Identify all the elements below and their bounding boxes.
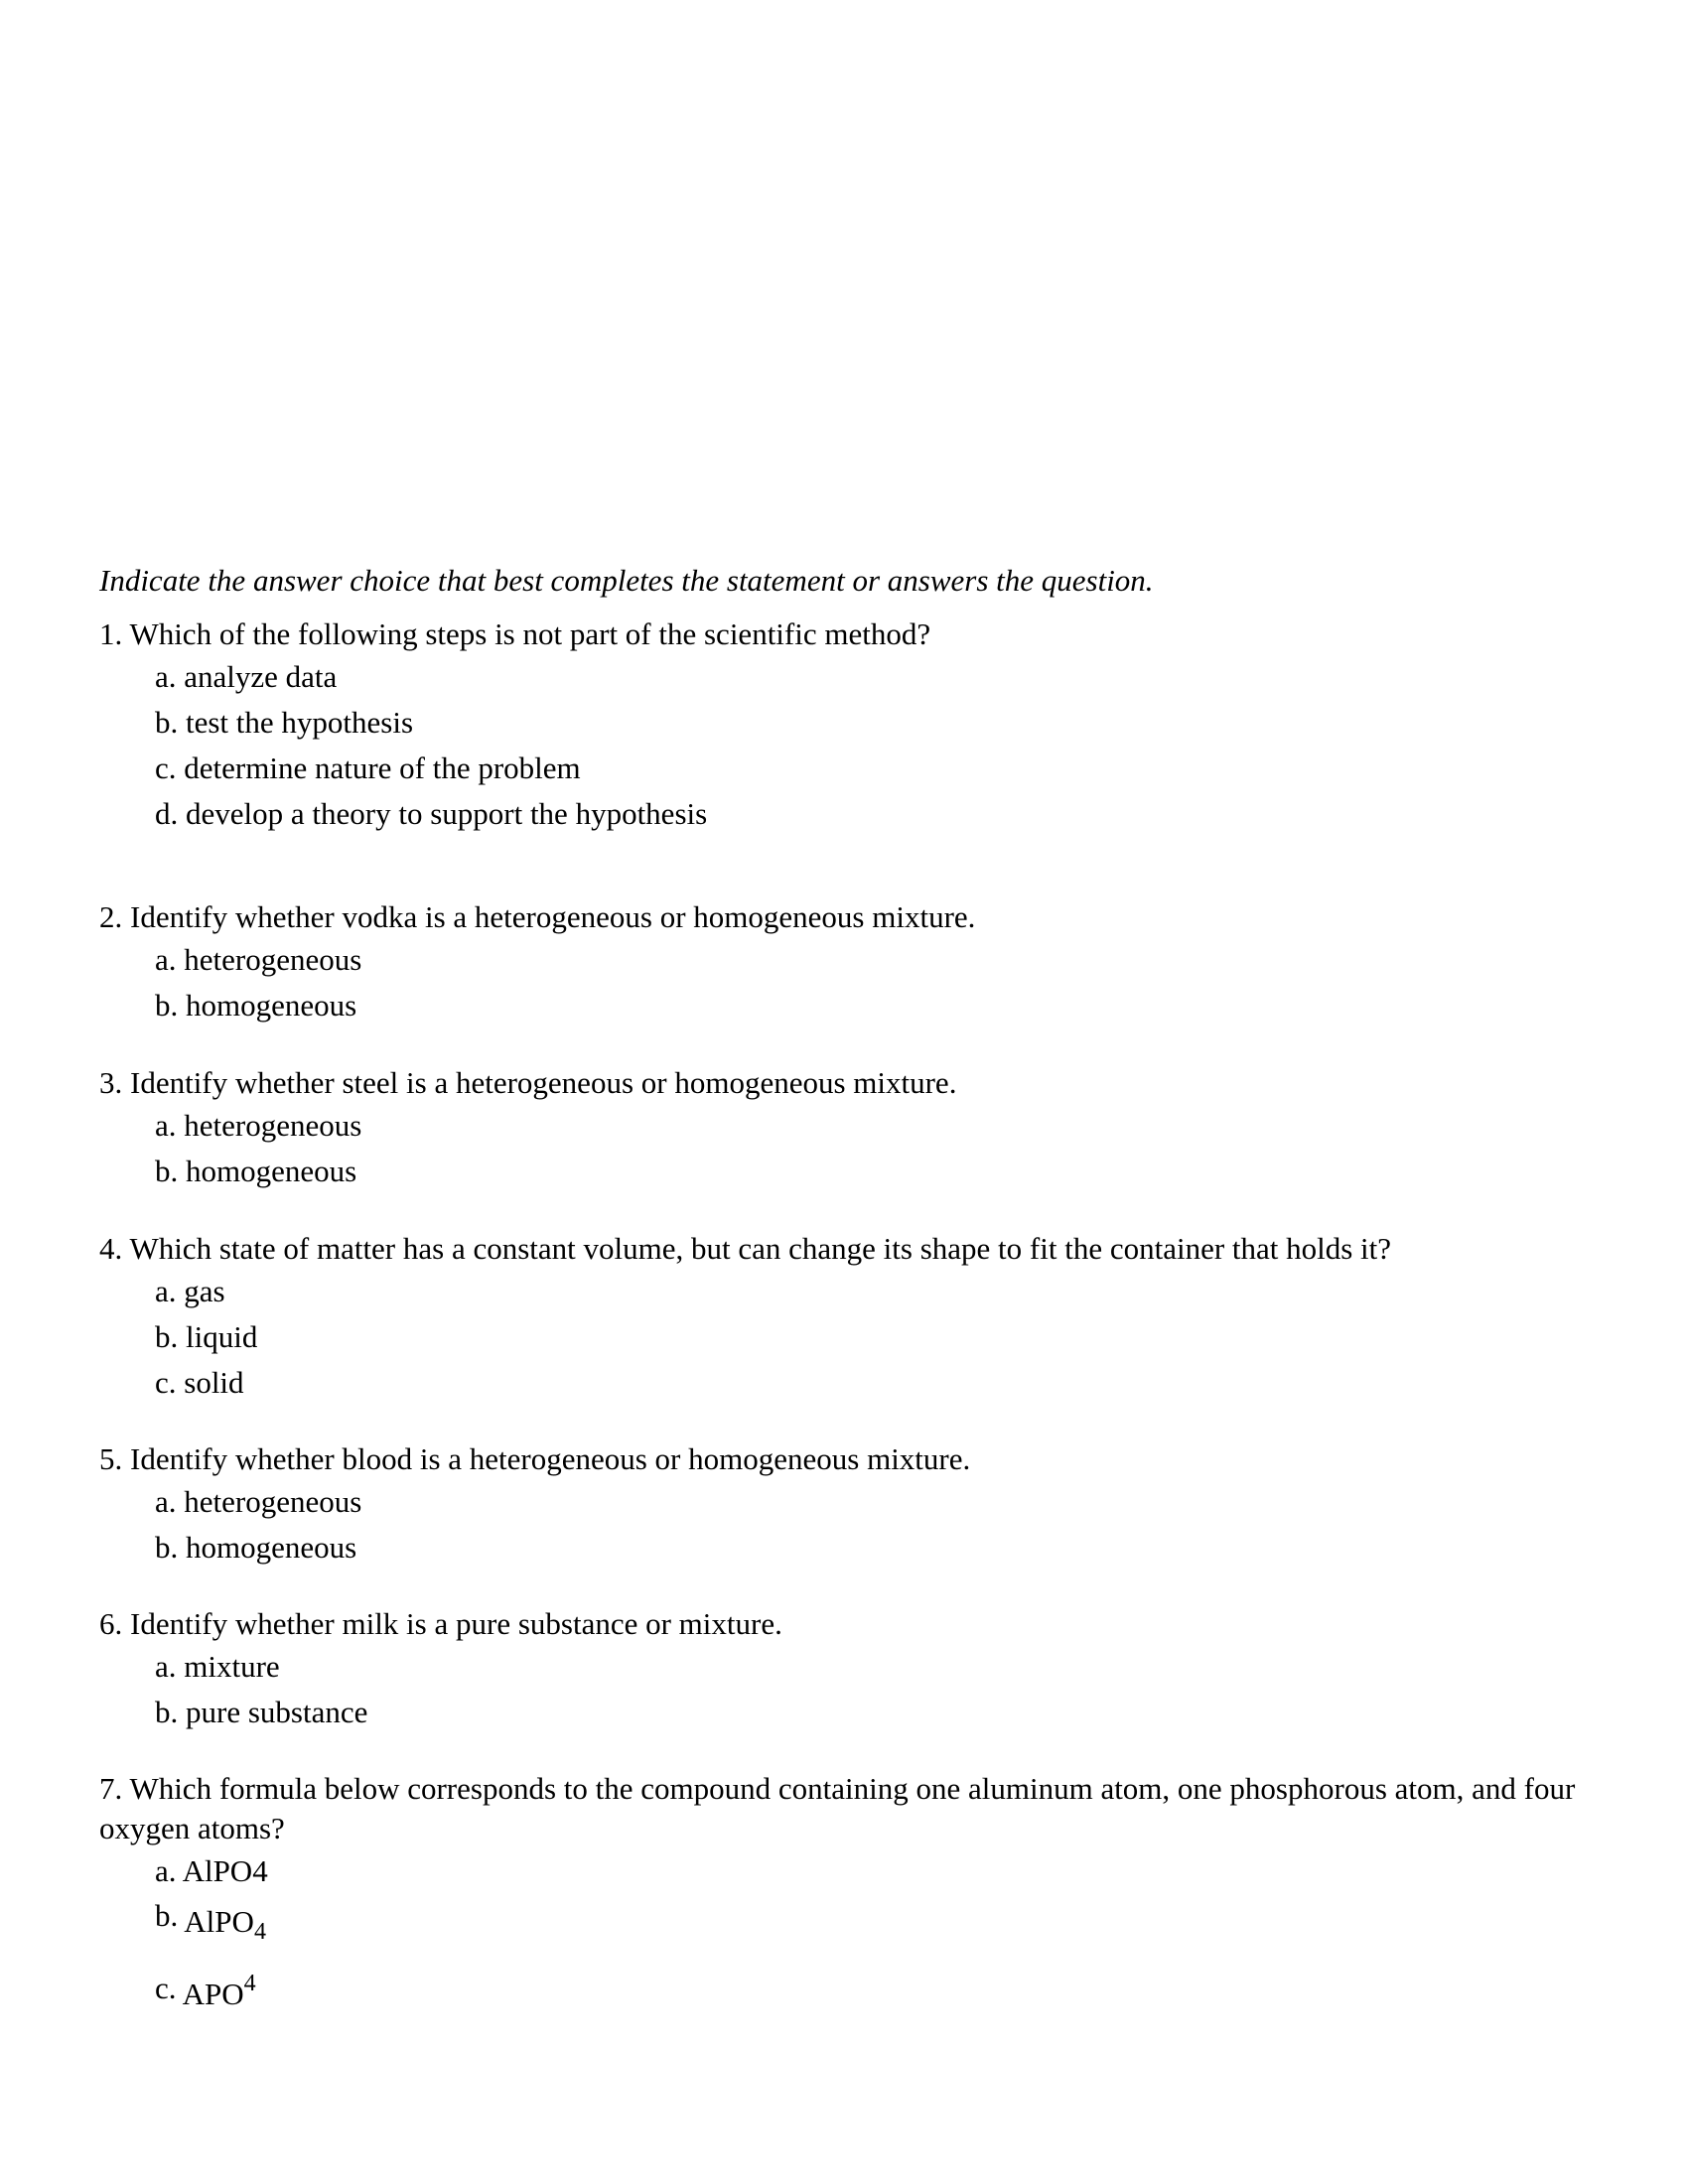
formula-subscript: 4	[253, 1919, 266, 1945]
question-4	[99, 1229, 1589, 1406]
question-7	[99, 1769, 1589, 2020]
question-2	[99, 897, 1589, 1028]
answer-choice: a. heterogeneous	[155, 1484, 362, 1519]
answer-choice	[99, 1896, 1589, 1958]
answer-choice: b. test the hypothesis	[155, 705, 414, 740]
answer-choice: a. heterogeneous	[155, 942, 362, 977]
question-stem: 2. Identify whether vodka is a heterogeneous or homogeneous mixture.	[99, 899, 976, 934]
question-5	[99, 1439, 1589, 1570]
answer-choice: b. liquid	[155, 1319, 258, 1354]
choice-letter: b.	[155, 1898, 179, 1933]
answer-choice: b. pure substance	[155, 1695, 368, 1729]
answer-choice: c. solid	[155, 1365, 244, 1400]
instructions-text: Indicate the answer choice that best completes the statement or answers the question.	[99, 563, 1154, 598]
answer-choice: a. mixture	[155, 1649, 280, 1684]
question-stem: 3. Identify whether steel is a heterogeneous or homogeneous mixture.	[99, 1065, 957, 1100]
answer-choice: a. gas	[155, 1274, 225, 1308]
question-stem: 4. Which state of matter has a constant volume, but can change its shape to fit the container that holds it?	[99, 1231, 1392, 1266]
answer-choice: a. analyze data	[155, 659, 338, 694]
formula-text	[182, 1971, 256, 2011]
formula-text	[184, 1904, 266, 1945]
formula-base: AlPO	[184, 1904, 254, 1939]
answer-choice: b. homogeneous	[155, 1530, 357, 1565]
question-stem: 6. Identify whether milk is a pure substance or mixture.	[99, 1606, 782, 1641]
question-stem: 7. Which formula below corresponds to the compound containing one aluminum atom, one phosphorous atom, and four oxygen atoms?	[99, 1771, 1576, 1845]
question-1	[99, 614, 1589, 837]
answer-choice: d. develop a theory to support the hypothesis	[155, 796, 708, 831]
question-6	[99, 1604, 1589, 1735]
question-stem: 5. Identify whether blood is a heterogeneous or homogeneous mixture.	[99, 1441, 971, 1476]
formula-base: APO	[182, 1977, 244, 2011]
choice-letter: c.	[155, 1971, 177, 2005]
formula-superscript: 4	[243, 1971, 256, 1996]
answer-choice	[99, 1850, 1589, 1892]
answer-choice: b. homogeneous	[155, 1154, 357, 1188]
question-stem: 1. Which of the following steps is not part of the scientific method?	[99, 616, 931, 651]
choice-letter: a.	[155, 1853, 177, 1888]
answer-choice	[99, 1958, 1589, 2020]
question-3	[99, 1063, 1589, 1194]
formula-text: AlPO4	[182, 1853, 268, 1888]
answer-choice: a. heterogeneous	[155, 1108, 362, 1143]
answer-choice: c. determine nature of the problem	[155, 751, 581, 785]
answer-choice: b. homogeneous	[155, 988, 357, 1023]
